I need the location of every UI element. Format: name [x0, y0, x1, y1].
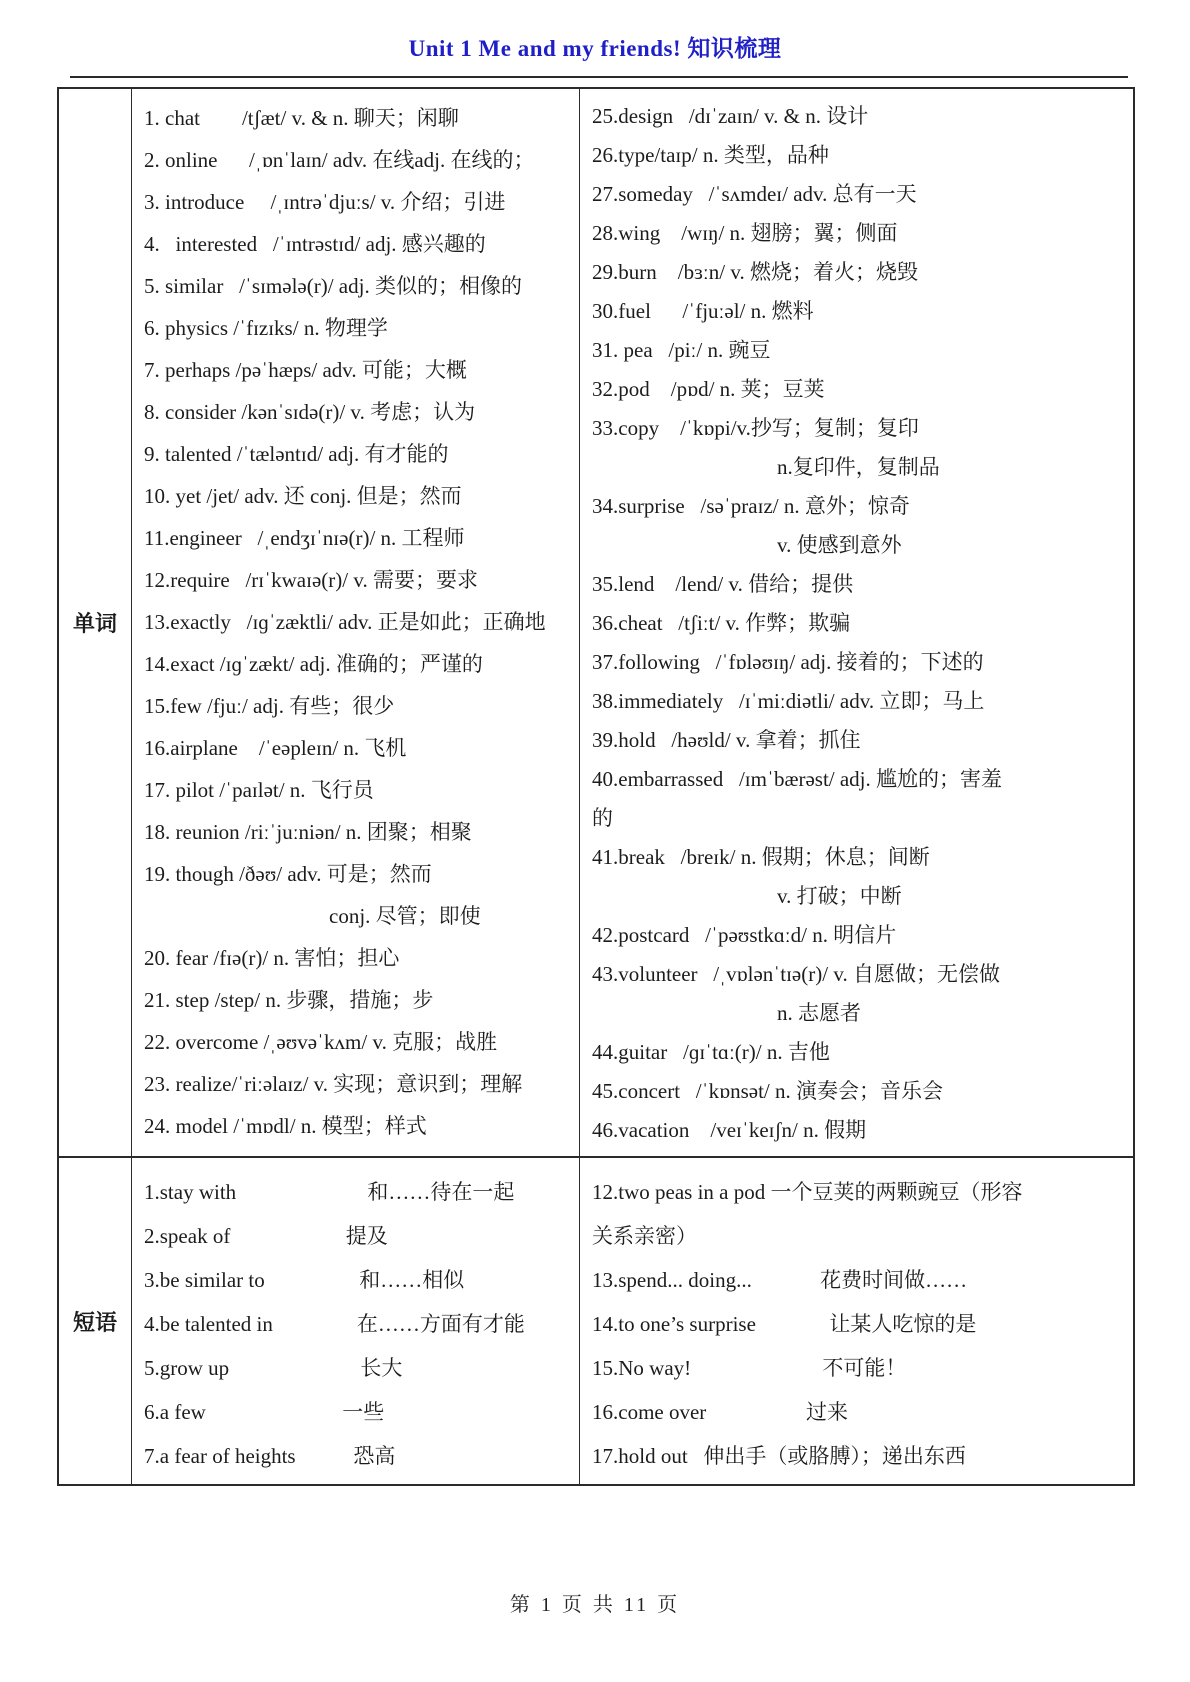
word-entry-line: 16.airplane /ˈeəpleɪn/ n. 飞机 — [144, 736, 407, 760]
word-entry-line: 4. interested /ˈɪntrəstɪd/ adj. 感兴趣的 — [144, 232, 486, 256]
word-entry-line: 28.wing /wɪŋ/ n. 翅膀；翼；侧面 — [592, 221, 898, 245]
word-entry-line: 27.someday /ˈsʌmdeɪ/ adv. 总有一天 — [592, 182, 917, 206]
word-entry-line: n.复印件，复制品 — [777, 455, 940, 479]
word-entry-line: 24. model /ˈmɒdl/ n. 模型；样式 — [144, 1114, 427, 1138]
word-entry-line: 26.type/taɪp/ n. 类型，品种 — [592, 143, 829, 167]
word-entry-line: 40.embarrassed /ɪmˈbærəst/ adj. 尴尬的；害羞 — [592, 767, 1003, 791]
word-entry-line: 21. step /step/ n. 步骤，措施；步 — [144, 988, 434, 1012]
word-entry-line: 2. online /ˌɒnˈlaɪn/ adv. 在线adj. 在线的； — [144, 148, 535, 172]
title-underline — [70, 76, 1128, 78]
phrase-entry-line: 7.a fear of heights 恐高 — [144, 1444, 396, 1468]
word-entry-line: 6. physics /ˈfɪzɪks/ n. 物理学 — [144, 316, 388, 340]
phrase-entry-line: 17.hold out 伸出手（或胳膊）；递出东西 — [592, 1444, 966, 1468]
phrase-entry-line: 4.be talented in 在……方面有才能 — [144, 1312, 525, 1336]
phrases-row-label-text: 短语 — [72, 1309, 117, 1335]
phrase-entry-line: 6.a few 一些 — [144, 1400, 385, 1424]
word-entry-line: 3. introduce /ˌɪntrəˈdjuːs/ v. 介绍；引进 — [144, 190, 506, 214]
word-entry-line: 15.few /fjuː/ adj. 有些；很少 — [144, 694, 395, 718]
word-entry-line: 29.burn /bɜːn/ v. 燃烧；着火；烧毁 — [592, 260, 918, 284]
word-entry-line: 30.fuel /ˈfjuːəl/ n. 燃料 — [592, 299, 814, 323]
words-row-label-text: 单词 — [72, 611, 117, 636]
phrase-entry-line: 15.No way! 不可能！ — [592, 1356, 907, 1380]
word-entry-line: 9. talented /ˈtæləntɪd/ adj. 有才能的 — [144, 442, 449, 466]
words-col-left — [132, 89, 580, 1156]
word-entry-line: 41.break /breɪk/ n. 假期；休息；间断 — [592, 845, 930, 869]
phrase-entry-line: 3.be similar to 和……相似 — [144, 1268, 465, 1292]
word-entry-line: 37.following /ˈfɒləʊɪŋ/ adj. 接着的；下述的 — [592, 650, 984, 674]
word-entry-line: 19. though /ðəʊ/ adv. 可是；然而 — [144, 862, 432, 886]
word-entry-line: 23. realize/ˈriːəlaɪz/ v. 实现；意识到；理解 — [144, 1072, 523, 1096]
word-entry-line: 22. overcome /ˌəʊvəˈkʌm/ v. 克服；战胜 — [144, 1030, 498, 1054]
word-entry-line: 10. yet /jet/ adv. 还 conj. 但是；然而 — [144, 484, 462, 508]
word-entry-line: 8. consider /kənˈsɪdə(r)/ v. 考虑；认为 — [144, 400, 476, 424]
page-title: Unit 1 Me and my friends! 知识梳理 — [408, 36, 782, 61]
word-entry-line: 45.concert /ˈkɒnsət/ n. 演奏会；音乐会 — [592, 1079, 944, 1103]
word-entry-line: 14.exact /ɪɡˈzækt/ adj. 准确的；严谨的 — [144, 652, 483, 676]
word-entry-line: n. 志愿者 — [777, 1001, 861, 1025]
word-entry-line: 42.postcard /ˈpəʊstkɑːd/ n. 明信片 — [592, 923, 897, 947]
word-entry-line: 39.hold /həʊld/ v. 拿着；抓住 — [592, 728, 861, 752]
word-entry-line: 32.pod /pɒd/ n. 荚；豆荚 — [592, 377, 825, 401]
word-entry-line: 7. perhaps /pəˈhæps/ adv. 可能；大概 — [144, 358, 467, 382]
word-entry-line: 12.require /rɪˈkwaɪə(r)/ v. 需要；要求 — [144, 568, 478, 592]
word-entry-line: v. 使感到意外 — [777, 533, 902, 557]
word-entry-line: 18. reunion /riːˈjuːniən/ n. 团聚；相聚 — [144, 820, 472, 844]
word-entry-line: 5. similar /ˈsɪmələ(r)/ adj. 类似的；相像的 — [144, 274, 522, 298]
word-entry-line: 36.cheat /tʃiːt/ v. 作弊；欺骗 — [592, 611, 851, 635]
phrase-entry-line: 5.grow up 长大 — [144, 1356, 403, 1380]
word-entry-line: v. 打破；中断 — [777, 884, 902, 908]
word-entry-line: 13.exactly /ɪɡˈzæktli/ adv. 正是如此；正确地 — [144, 610, 546, 634]
phrase-entry-line: 13.spend... doing... 花费时间做…… — [592, 1268, 968, 1292]
word-entry-line: 20. fear /fɪə(r)/ n. 害怕；担心 — [144, 946, 400, 970]
words-col-right — [580, 89, 1133, 1156]
word-entry-line: 33.copy /ˈkɒpi/v.抄写；复制；复印 — [592, 416, 919, 440]
phrases-row-label — [59, 1156, 132, 1484]
word-entry-line: 46.vacation /veɪˈkeɪʃn/ n. 假期 — [592, 1118, 867, 1142]
phrases-col-right — [580, 1156, 1133, 1484]
words-row-label — [59, 89, 132, 1156]
word-entry-line: 17. pilot /ˈpaɪlət/ n. 飞行员 — [144, 778, 374, 802]
phrase-entry-line: 2.speak of 提及 — [144, 1224, 388, 1248]
word-entry-line: 44.guitar /ɡɪˈtɑː(r)/ n. 吉他 — [592, 1040, 830, 1064]
vocab-table — [57, 87, 1135, 1486]
word-entry-line: 34.surprise /səˈpraɪz/ n. 意外；惊奇 — [592, 494, 910, 518]
word-entry-line: 38.immediately /ɪˈmiːdiətli/ adv. 立即；马上 — [592, 689, 985, 713]
phrases-col-left — [132, 1156, 580, 1484]
phrase-entry-line: 12.two peas in a pod 一个豆荚的两颗豌豆（形容 — [592, 1180, 1023, 1204]
word-entry-line: 的 — [592, 806, 613, 830]
phrase-entry-line: 14.to one’s surprise 让某人吃惊的是 — [592, 1312, 977, 1336]
word-entry-line: 35.lend /lend/ v. 借给；提供 — [592, 572, 854, 596]
word-entry-line: 43.volunteer /ˌvɒlənˈtɪə(r)/ v. 自愿做；无偿做 — [592, 962, 1000, 986]
word-entry-line: 25.design /dɪˈzaɪn/ v. & n. 设计 — [592, 104, 869, 128]
phrase-entry-line: 1.stay with 和……待在一起 — [144, 1180, 515, 1204]
word-entry-line: 1. chat /tʃæt/ v. & n. 聊天；闲聊 — [144, 106, 459, 130]
word-entry-line: conj. 尽管；即使 — [329, 904, 481, 928]
word-entry-line: 31. pea /piː/ n. 豌豆 — [592, 338, 771, 362]
page-footer: 第 1 页 共 11 页 — [509, 1594, 681, 1616]
word-entry-line: 11.engineer /ˌendʒɪˈnɪə(r)/ n. 工程师 — [144, 526, 465, 550]
phrase-entry-line: 关系亲密） — [592, 1224, 697, 1248]
phrase-entry-line: 16.come over 过来 — [592, 1400, 849, 1424]
